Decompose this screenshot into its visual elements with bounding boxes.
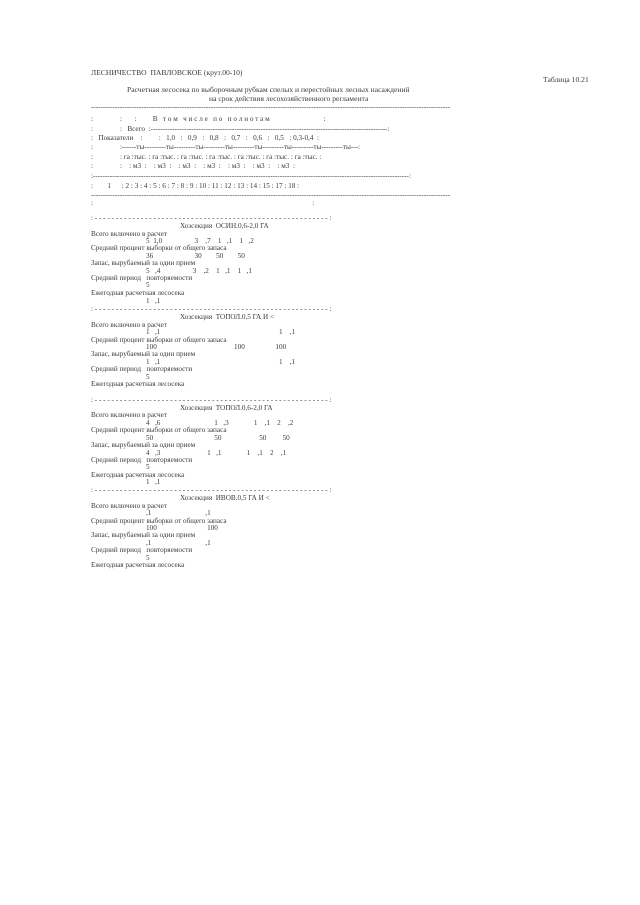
- row-values-pct: 50 50 50 50: [146, 434, 290, 442]
- row-values-annual: 1 ,1: [146, 297, 161, 305]
- row-label-total: Всего включено в расчет: [91, 321, 167, 329]
- header-row-3: : Показатели : : 1,0 : 0,9 : 0,8 : 0,7 : 0,6 : 0,5 : 0,3-0,4 :: [91, 134, 320, 142]
- row-values-stock: 1 ,1 1 ,1: [146, 358, 296, 366]
- colon-line: : :: [91, 199, 315, 207]
- row-label-stock: Запас, вырубаемый за один прием: [91, 259, 196, 267]
- rule-mid: :------------------------------------------------------------------------------------------------------------------------------------:: [91, 172, 411, 180]
- row-label-stock: Запас, вырубаемый за один прием: [91, 350, 196, 358]
- table-number: Таблица 10.21: [543, 75, 589, 84]
- rule-bottom: ------------------------------------------------------------------------------------------------------------------------------------------------------: [91, 191, 451, 199]
- rule-top: ------------------------------------------------------------------------------------------------------------------------------------------------------: [91, 103, 451, 111]
- row-label-stock: Запас, вырубаемый за один прием: [91, 441, 196, 449]
- header-row-5: : : га :тыс. : га :тыс. : га :тыс. : га :тыс. : га :тыс. : га :тыс. : га :тыс. :: [91, 153, 322, 161]
- row-label-annual: Ежегодная расчетная лесосека: [91, 380, 185, 388]
- row-values-annual: 1 ,1: [146, 478, 161, 486]
- dash-separator: : - - - - - - - - - - - - - - - - - - - - - - - - - - - - - - - - - - - - - - - - - - - - - - - - - - - - - - - - :: [91, 305, 332, 313]
- row-values-total: 4 ,6 1 ,3 1 ,1 2 ,2: [146, 419, 294, 427]
- row-values-total: 1 ,1 1 ,1: [146, 328, 296, 336]
- row-values-pct: 100 100 100: [146, 343, 287, 351]
- row-values-stock: ,1 ,1: [146, 539, 211, 547]
- row-values-pct: 100 100: [146, 524, 218, 532]
- row-label-pct: Средний процент выборки от общего запаса: [91, 336, 227, 344]
- dash-separator: : - - - - - - - - - - - - - - - - - - - - - - - - - - - - - - - - - - - - - - - - - - - - - - - - - - - - - - - - :: [91, 214, 332, 222]
- row-label-annual: Ежегодная расчетная лесосека: [91, 471, 185, 479]
- row-label-total: Всего включено в расчет: [91, 502, 167, 510]
- row-label-annual: Ежегодная расчетная лесосека: [91, 561, 185, 569]
- row-label-pct: Средний процент выборки от общего запаса: [91, 517, 227, 525]
- row-label-pct: Средний процент выборки от общего запаса: [91, 426, 227, 434]
- row-label-period: Средний период повторяемости: [91, 365, 193, 373]
- row-label-period: Средний период повторяемости: [91, 456, 193, 464]
- row-values-period: 5: [146, 554, 150, 562]
- header-row-2: : : Всего :---------------------------------------------------------------------------------------------------:: [91, 125, 390, 133]
- dash-separator: : - - - - - - - - - - - - - - - - - - - - - - - - - - - - - - - - - - - - - - - - - - - - - - - - - - - - - - - - :: [91, 486, 332, 494]
- header-row-1: : : : В т о м ч и с л е п о п о л н о т а м :: [91, 115, 326, 123]
- header-row-4: : :------ты---------ты---------ты---------ты---------ты---------ты---------ты---------ты---:: [91, 143, 361, 151]
- row-label-stock: Запас, вырубаемый за один прием: [91, 531, 196, 539]
- section-title: Хозсекция ИВОВ.0,5 ГА И <: [180, 494, 270, 502]
- row-label-total: Всего включено в расчет: [91, 411, 167, 419]
- row-values-period: 5: [146, 281, 150, 289]
- row-values-stock: 5 ,4 3 ,2 1 ,1 1 ,1: [146, 267, 253, 275]
- row-label-period: Средний период повторяемости: [91, 546, 193, 554]
- row-values-total: ,1 ,1: [146, 509, 211, 517]
- section-title: Хозсекция ОСИН.0,6-2,0 ГА: [180, 222, 269, 230]
- row-label-period: Средний период повторяемости: [91, 274, 193, 282]
- row-values-period: 5: [146, 373, 150, 381]
- section-title: Хозсекция ТОПОЛ.0,6-2,0 ГА: [180, 404, 273, 412]
- row-values-total: 5 1,0 3 ,7 1 ,1 1 ,2: [146, 237, 254, 245]
- row-label-annual: Ежегодная расчетная лесосека: [91, 289, 185, 297]
- header-row-6: : : : м3 : : м3 : : м3 : : м3 : : м3 : : м3 : : м3 :: [91, 162, 295, 170]
- row-values-stock: 4 ,3 1 ,1 1 ,1 2 ,1: [146, 449, 287, 457]
- forestry-name: ЛЕСНИЧЕСТВО ПАВЛОВСКОЕ (крут.00-10): [91, 68, 243, 77]
- dash-separator: : - - - - - - - - - - - - - - - - - - - - - - - - - - - - - - - - - - - - - - - - - - - - - - - - - - - - - - - - :: [91, 396, 332, 404]
- section-title: Хозсекция ТОПОЛ.0,5 ГА И <: [180, 313, 275, 321]
- row-values-pct: 36 30 50 50: [146, 252, 245, 260]
- table-title-line2: на срок действия лесохозяйственного регламента: [209, 94, 369, 103]
- column-numbers: : 1 : 2 : 3 : 4 : 5 : 6 : 7 : 8 : 9 : 10 : 11 : 12 : 13 : 14 : 15 : 17 : 18 :: [91, 182, 300, 190]
- row-label-total: Всего включено в расчет: [91, 230, 167, 238]
- row-values-period: 5: [146, 463, 150, 471]
- row-label-pct: Средний процент выборки от общего запаса: [91, 244, 227, 252]
- table-title-line1: Расчетная лесосека по выборочным рубкам спелых и перестойных лесных насаждений: [127, 85, 410, 94]
